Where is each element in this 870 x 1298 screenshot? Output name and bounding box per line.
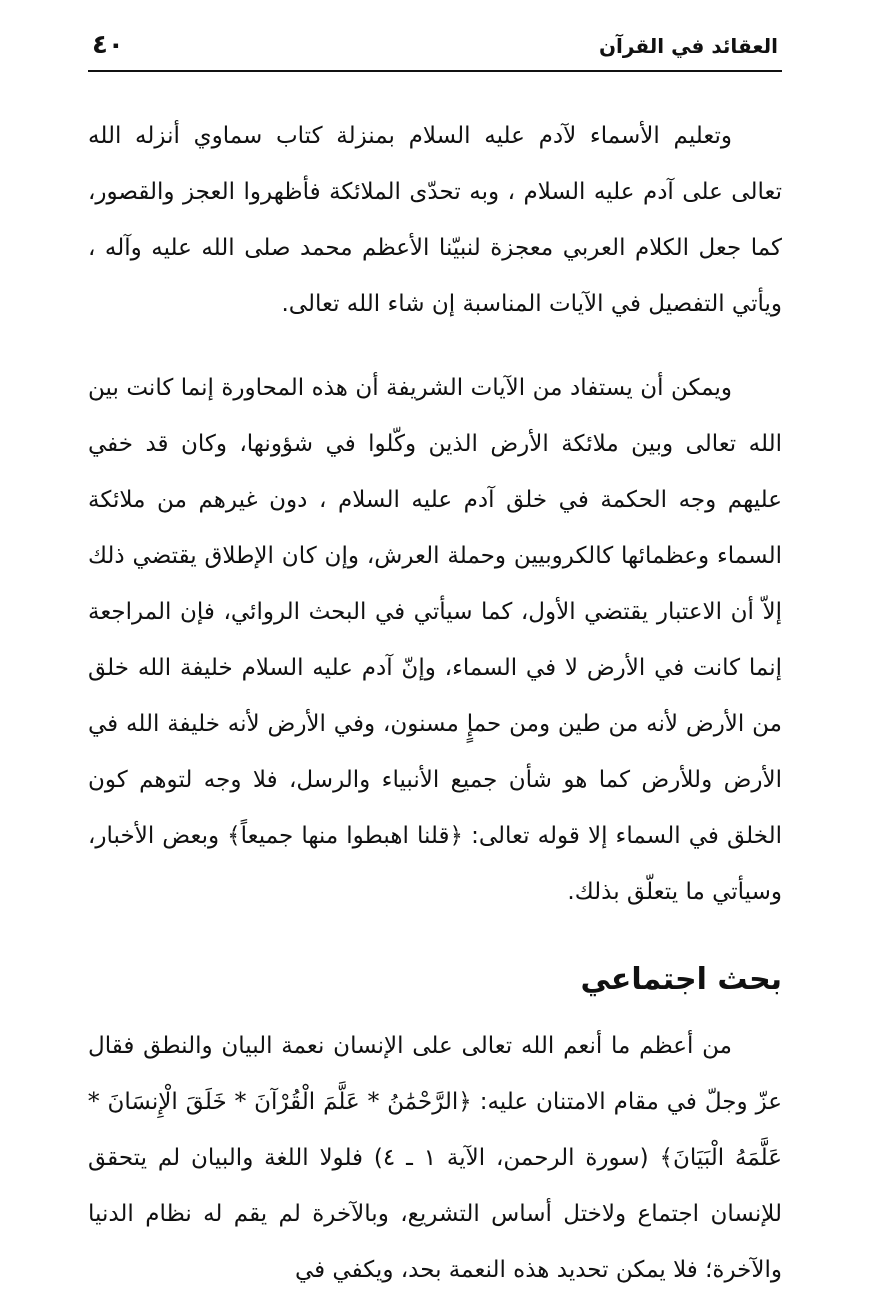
running-header xyxy=(88,28,782,72)
paragraph-3-tail: (سورة الرحمن، الآية ١ ـ ٤) فلولا اللغة والبيان لم يتحقق للإنسان اجتماع ولاختل أساس التشريع، وبالآخرة لم يقم له نظام الدنيا والآخرة؛ فلا يمكن تحديد هذه النعمة بحد، ويكفي في xyxy=(88,1145,782,1283)
paragraph-3-lead: من أعظم ما أنعم الله تعالى على الإنسان نعمة البيان والنطق فقال عزّ وجلّ في مقام الامتنان عليه: xyxy=(88,1033,782,1115)
paragraph-3 xyxy=(88,1018,782,1298)
book-page xyxy=(88,28,782,1283)
page-number: ٤٠ xyxy=(92,30,124,60)
book-title: العقائد في القرآن xyxy=(598,34,778,58)
quran-verse: ﴿الرَّحْمَٰنُ * عَلَّمَ الْقُرْآنَ * خَلَقَ الْإِنسَانَ * عَلَّمَهُ الْبَيَانَ﴾ xyxy=(88,1089,782,1171)
paragraph-1: وتعليم الأسماء لآدم عليه السلام بمنزلة كتاب سماوي أنزله الله تعالى على آدم عليه السلام ، وبه تحدّى الملائكة فأظهروا العجز والقصور، كما جعل الكلام العربي معجزة لنبيّنا الأعظم محمد صلى الله عليه وآله ، ويأتي التفصيل في الآيات المناسبة إن شاء الله تعالى. xyxy=(88,123,782,317)
section-heading: بحث اجتماعي xyxy=(580,962,782,997)
paragraph-2: ويمكن أن يستفاد من الآيات الشريفة أن هذه المحاورة إنما كانت بين الله تعالى وبين ملائكة الأرض الذين وكّلوا في شؤونها، وكان قد خفي عليهم وجه الحكمة في خلق آدم عليه السلام ، دون غيرهم من ملائكة السماء وعظمائها كالكروبيين وحملة العرش، وإن كان الإطلاق يقتضي ذلك إلاّ أن الاعتبار يقتضي الأول، كما سيأتي في البحث الروائي، فإن المراجعة إنما كانت في الأرض لا في السماء، وإنّ آدم عليه السلام خليفة الله خلق من الأرض لأنه من طين ومن حمإٍ مسنون، وفي الأرض لأنه خليفة الله في الأرض وللأرض كما هو شأن جميع الأنبياء والرسل، فلا وجه لتوهم كون الخلق في السماء إلا قوله تعالى: ﴿قلنا اهبطوا منها جميعاً﴾ وبعض الأخبار، وسيأتي ما يتعلّق بذلك. xyxy=(88,375,782,905)
